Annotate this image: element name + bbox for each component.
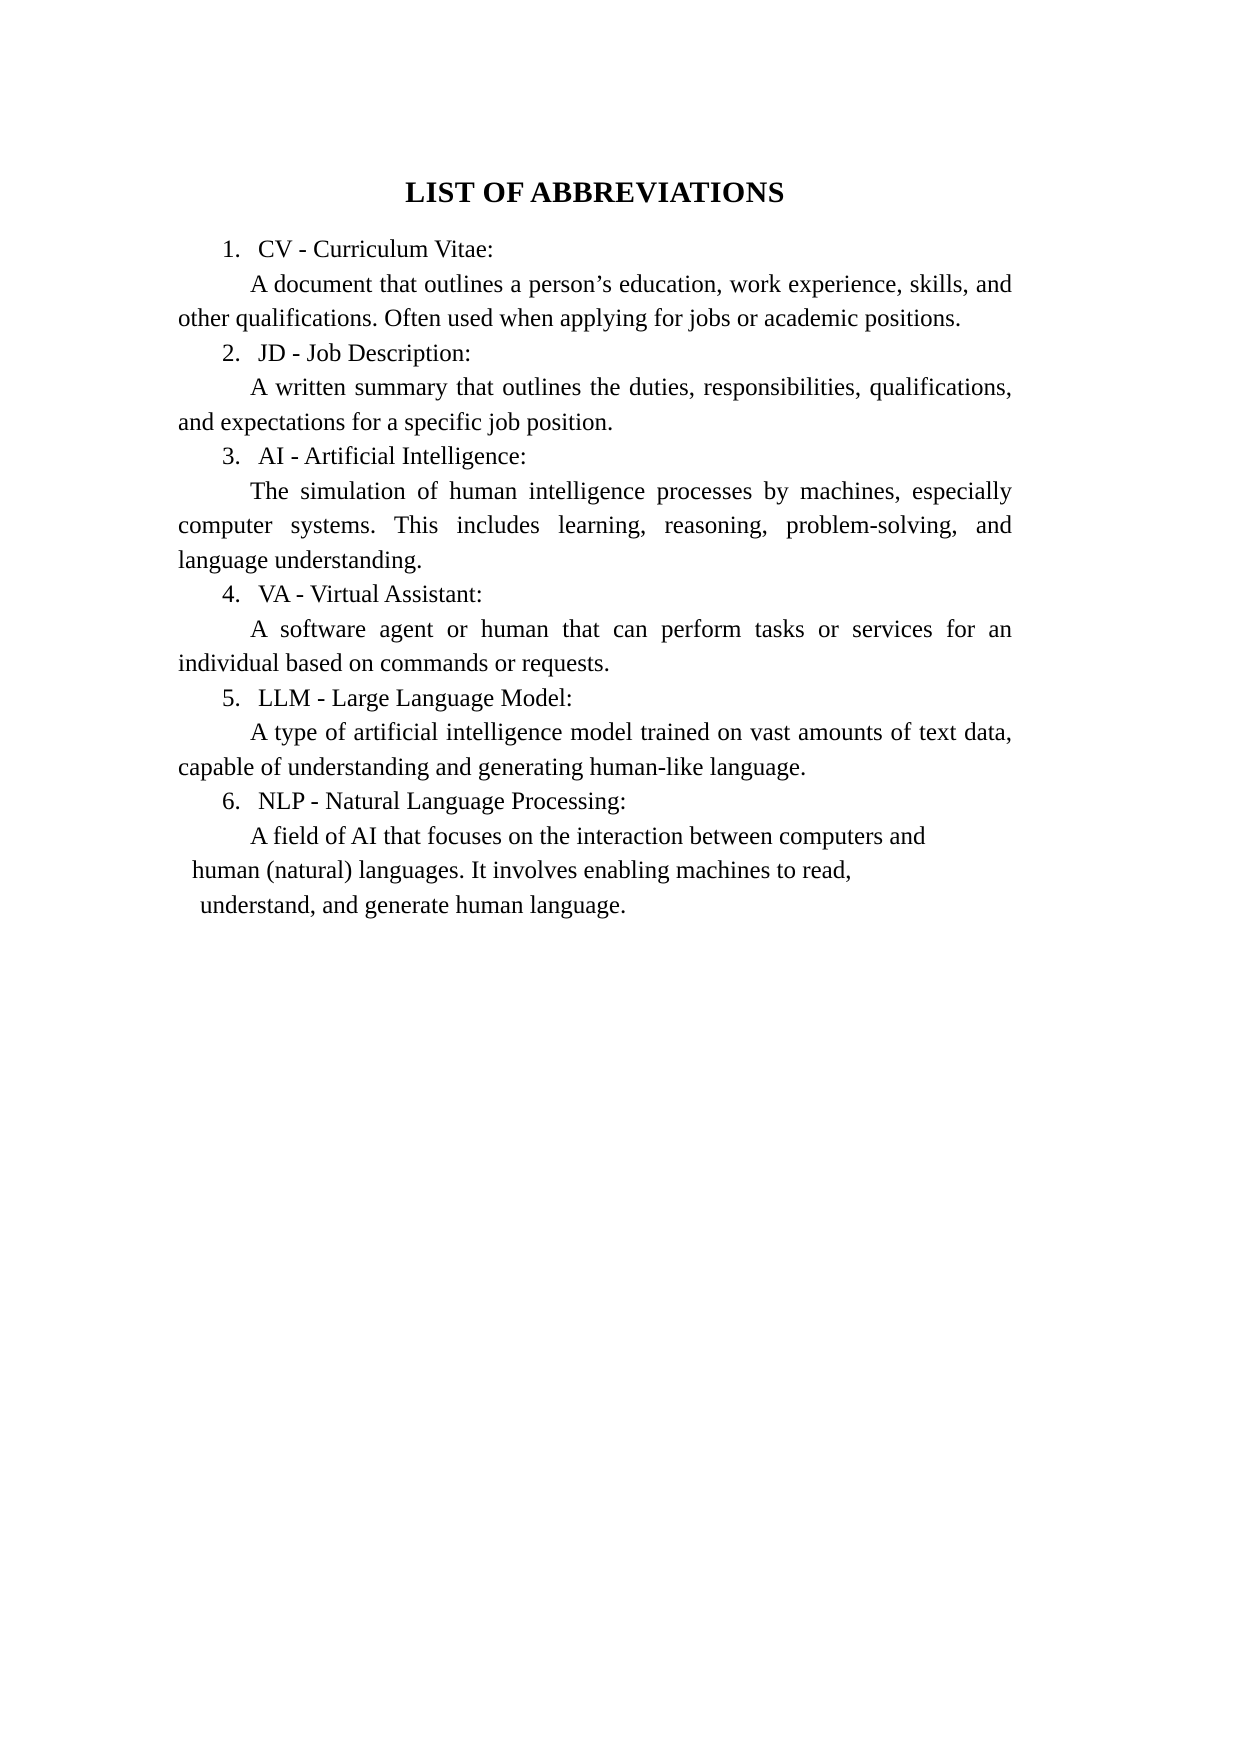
abbreviation-term <box>178 785 1012 820</box>
abbreviation-term <box>178 578 1012 613</box>
abbreviation-term <box>178 337 1012 372</box>
definition-line-1: A field of AI that focuses on the interaction between computers and <box>250 822 926 850</box>
item-number: 5. <box>222 684 241 712</box>
item-number: 6. <box>222 788 241 815</box>
abbreviation-definition <box>178 820 1012 924</box>
abbreviation-definition: The simulation of human intelligence processes by machines, especially computer systems. This includes learning, reasoning, problem-solving, and language understanding. <box>178 477 1012 574</box>
list-item <box>178 785 1012 923</box>
item-number: 2. <box>222 339 241 367</box>
list-item <box>178 233 1012 337</box>
item-number: 4. <box>222 581 241 608</box>
item-term: NLP - Natural Language Processing: <box>258 788 627 815</box>
abbreviation-term <box>178 440 1012 475</box>
list-item <box>178 578 1012 682</box>
item-number: 1. <box>222 236 241 263</box>
item-number: 3. <box>222 443 241 470</box>
list-item <box>178 682 1012 786</box>
item-term: CV - Curriculum Vitae: <box>258 236 494 263</box>
list-item <box>178 337 1012 441</box>
item-term: AI - Artificial Intelligence: <box>258 443 527 470</box>
item-term: JD - Job Description: <box>258 339 472 367</box>
abbreviation-definition: A document that outlines a person’s education, work experience, skills, and other qualifications. Often used when applying for jobs or academic positions. <box>178 270 1012 332</box>
abbreviation-definition: A written summary that outlines the duties, responsibilities, qualifications, and expectations for a specific job position. <box>178 374 1012 436</box>
abbreviation-definition: A type of artificial intelligence model trained on vast amounts of text data, capable of understanding and generating human-like language. <box>178 719 1012 781</box>
abbreviation-definition: A software agent or human that can perform tasks or services for an individual based on commands or requests. <box>178 615 1012 677</box>
page-content <box>178 175 1012 923</box>
item-term: VA - Virtual Assistant: <box>258 581 483 608</box>
abbreviation-term <box>178 682 1012 717</box>
definition-line-3: understand, and generate human language. <box>200 891 627 919</box>
abbreviations-list <box>178 233 1012 923</box>
definition-line-2: human (natural) languages. It involves enabling machines to read, <box>192 857 852 884</box>
page-title: LIST OF ABBREVIATIONS <box>405 176 785 209</box>
list-item <box>178 440 1012 578</box>
item-term: LLM - Large Language Model: <box>258 684 573 712</box>
abbreviation-term <box>178 233 1012 268</box>
